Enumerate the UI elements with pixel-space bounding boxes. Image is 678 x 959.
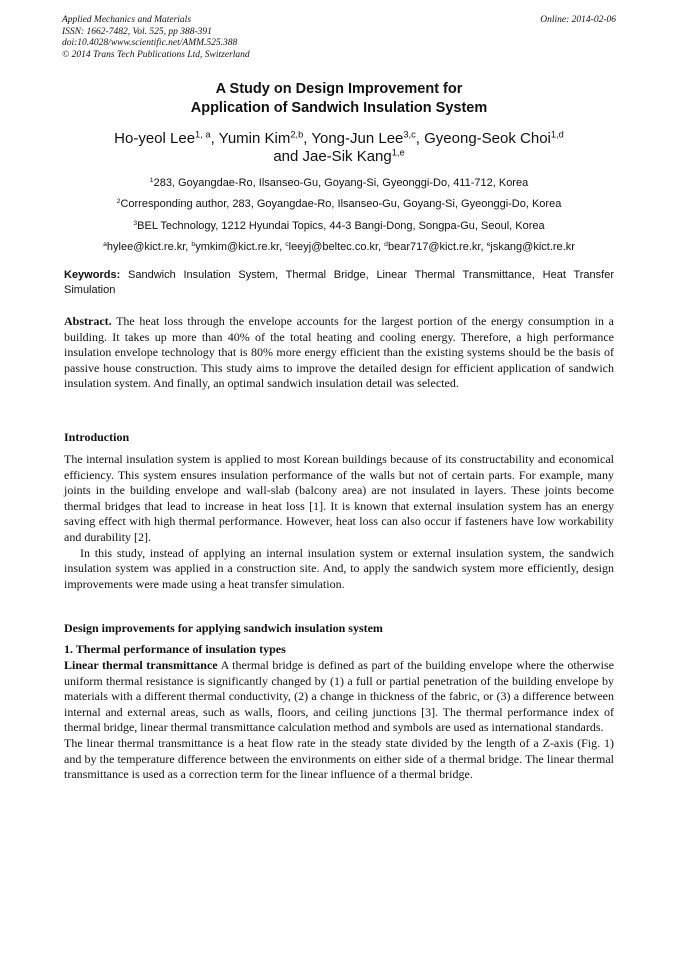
title-line-1: A Study on Design Improvement for [215, 81, 463, 97]
issn-line: ISSN: 1662-7482, Vol. 525, pp 388-391 [62, 26, 212, 37]
author-affil-marker: 2,b [290, 129, 304, 140]
keywords [64, 268, 614, 298]
email-link[interactable]: ymkim@kict.re.kr, [195, 241, 286, 253]
affiliation-text: BEL Technology, 1212 Hyundai Topics, 44-3 Bangi-Dong, Songpa-Gu, Seoul, Korea [137, 220, 545, 232]
design-heading: Design improvements for applying sandwich insulation system [64, 621, 383, 635]
introduction-heading: Introduction [64, 430, 130, 444]
author-separator: , [210, 130, 219, 147]
email-link[interactable]: jskang@kict.re.kr [490, 241, 575, 253]
online-date: Online: 2014-02-06 [540, 15, 616, 25]
author-separator: , [415, 130, 425, 147]
copyright-line: © 2014 Trans Tech Publications Ltd, Switzerland [62, 49, 250, 60]
author-affil-marker: 1,d [550, 129, 564, 140]
keywords-label: Keywords: [64, 269, 121, 281]
author-name: and Jae-Sik Kang [273, 148, 392, 165]
author-list [40, 130, 638, 166]
keywords-text: Sandwich Insulation System, Thermal Bridge, Linear Thermal Transmittance, Heat Transfer Simulation [64, 269, 614, 296]
introduction-body [64, 452, 614, 592]
email-marker: e [486, 240, 491, 248]
email-link[interactable]: hylee@kict.re.kr, [106, 241, 192, 253]
design-subheading: 1. Thermal performance of insulation types [64, 642, 286, 656]
affiliation-marker: 2 [116, 197, 121, 205]
affiliation-1 [40, 177, 638, 190]
author-name: Gyeong-Seok Choi [424, 130, 551, 147]
design-paragraph-2: The linear thermal transmittance is a heat flow rate in the steady state divided by the length of a Z-axis (Fig. 1) and by the temperature difference between the environments on either side of a thermal bridge. The linear thermal transmittance is used as a correction term for the linear influence of a thermal bridge. [64, 735, 614, 782]
abstract-text: The heat loss through the envelope accounts for the largest portion of the energy consumption in a building. It takes up more than 40% of the total heating and cooling energy. Therefore, a high performance insulation envelope technology that is 80% more energy efficient than the existing systems should be the basis of passive house construction. This study aims to improve the detailed design for efficient application of sandwich insulation system. And finally, an optimal sandwich insulation detail was selected. [64, 314, 614, 391]
affiliation-2 [40, 198, 638, 211]
email-marker: a [103, 240, 107, 248]
email-marker: b [191, 240, 196, 248]
affiliation-marker: 3 [133, 219, 138, 227]
abstract-label: Abstract. [64, 314, 112, 328]
doi-line[interactable]: doi:10.4028/www.scientific.net/AMM.525.388 [62, 38, 238, 48]
linear-thermal-transmittance-label: Linear thermal transmittance [64, 658, 218, 672]
email-marker: d [384, 240, 388, 248]
author-name: Yumin Kim [218, 130, 291, 147]
email-list [40, 241, 638, 254]
design-body [64, 658, 614, 783]
email-marker: c [285, 240, 289, 248]
author-name: Ho-yeol Lee [114, 130, 196, 147]
paper-title [40, 80, 638, 118]
title-line-2: Application of Sandwich Insulation System [190, 100, 488, 116]
author-affil-marker: 3,c [403, 129, 416, 140]
author-name: Yong-Jun Lee [311, 130, 404, 147]
abstract [64, 314, 614, 392]
author-affil-marker: 1,e [391, 147, 405, 158]
affiliation-marker: 1 [149, 176, 154, 184]
journal-header [62, 15, 250, 61]
author-affil-marker: 1, a [195, 129, 211, 140]
introduction-paragraph-2: In this study, instead of applying an internal insulation system or external insulation system, the sandwich insulation system was applied in a construction site. And, to apply the sandwich system more efficiently, design improvements were made using a heat transfer simulation. [64, 545, 614, 591]
author-line-1 [40, 130, 638, 148]
affiliation-text: 283, Goyangdae-Ro, Ilsanseo-Gu, Goyang-Si, Gyeonggi-Do, 411-712, Korea [153, 177, 529, 189]
design-paragraph-1: A thermal bridge is defined as part of the building envelope where the otherwise uniform thermal resistance is significantly changed by (1) a full or partial penetration of the building envelope by materials with a different thermal conductivity, (2) a change in thickness of the fabric, or (3) a difference between internal and external areas, such as walls, floors, and ceiling junctions [3]. The thermal performance index of thermal bridge, linear thermal transmittance calculation method and symbols are used as international standards. [64, 658, 614, 735]
affiliation-text: Corresponding author, 283, Goyangdae-Ro, Ilsanseo-Gu, Goyang-Si, Gyeonggi-Do, Korea [120, 198, 562, 210]
author-line-2 [40, 148, 638, 166]
introduction-paragraph-1: The internal insulation system is applied to most Korean buildings because of its constructability and economical efficiency. This system ensures insulation performance of the walls but not of certain parts. For example, many joints in the building envelope and wall-slab (balcony area) are not insulated in layers. These joints become thermal bridges that lead to increase in heat loss [1]. It is known that external insulation system has an energy saving effect with high thermal performance. However, heat loss can also occur if fasteners have low workability and durability [2]. [64, 452, 614, 544]
email-link[interactable]: leeyj@beltec.co.kr, [288, 241, 385, 253]
affiliation-3 [40, 220, 638, 233]
email-link[interactable]: bear717@kict.re.kr, [387, 241, 487, 253]
journal-name: Applied Mechanics and Materials [62, 15, 192, 25]
author-separator: , [303, 130, 312, 147]
